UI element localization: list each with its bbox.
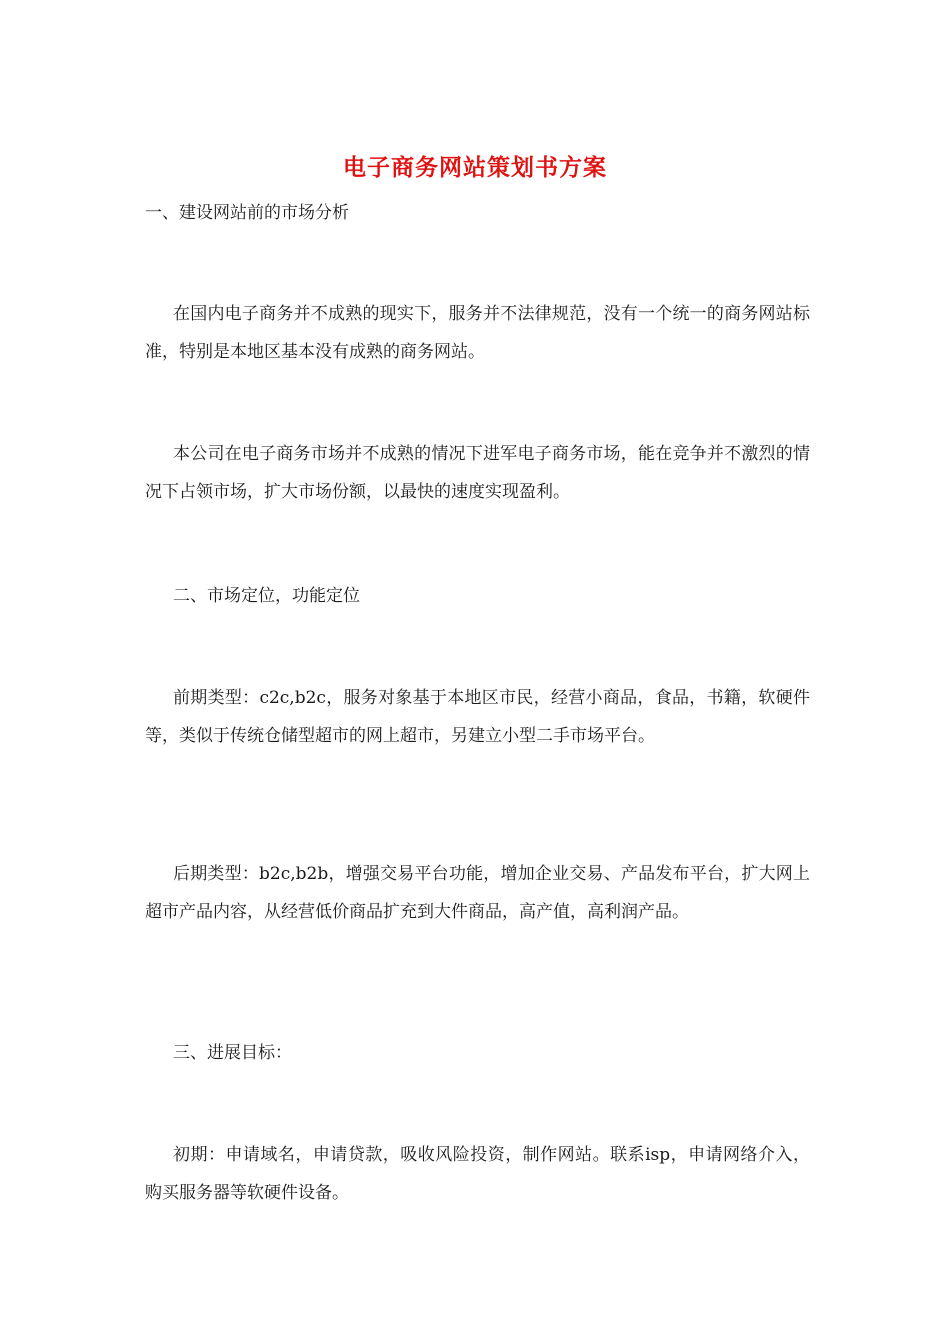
section-heading-market-analysis: 一、建设网站前的市场分析 (145, 203, 349, 223)
section-heading-positioning: 二、市场定位，功能定位 (173, 586, 360, 606)
paragraph-company-entry: 本公司在电子商务市场并不成熟的情况下进军电子商务市场，能在竞争并不激烈的情况下占领市场，扩大市场份额，以最快的速度实现盈利。 (145, 444, 810, 502)
paragraph-late-stage-type: 后期类型：b2c,b2b，增强交易平台功能，增加企业交易、产品发布平台，扩大网上超市产品内容，从经营低价商品扩充到大件商品，高产值，高利润产品。 (145, 864, 810, 922)
document-title: 电子商务网站策划书方案 (343, 154, 607, 181)
section-heading-goals: 三、进展目标： (173, 1043, 292, 1063)
paragraph-market-status: 在国内电子商务并不成熟的现实下，服务并不法律规范，没有一个统一的商务网站标准，特别是本地区基本没有成熟的商务网站。 (145, 304, 810, 362)
paragraph-early-stage-type: 前期类型：c2c,b2c，服务对象基于本地区市民，经营小商品，食品，书籍，软硬件等，类似于传统仓储型超市的网上超市，另建立小型二手市场平台。 (145, 688, 810, 746)
paragraph-initial-goals: 初期：申请域名，申请贷款，吸收风险投资，制作网站。联系isp，申请网络介入，购买服务器等软硬件设备。 (145, 1145, 810, 1203)
